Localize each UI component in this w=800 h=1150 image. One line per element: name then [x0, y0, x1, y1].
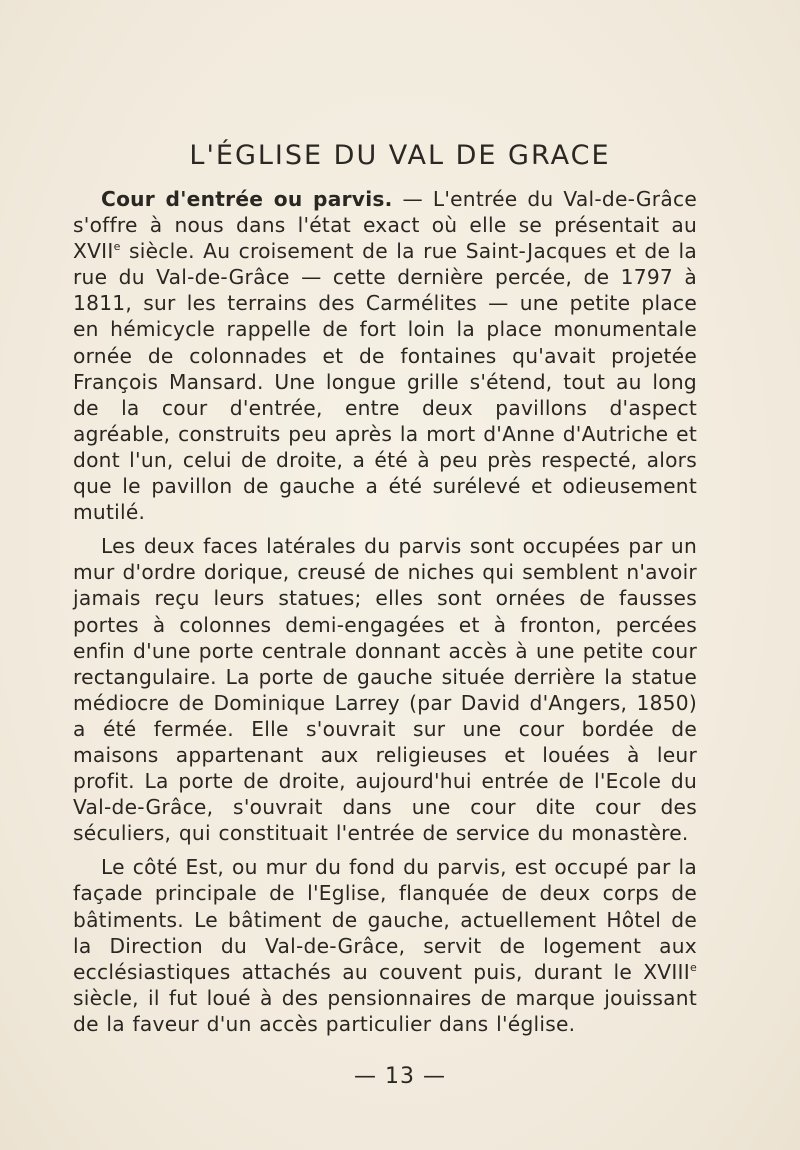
paragraph-3-text-a: Le côté Est, ou mur du fond du parvis, est occupé par la façade principale de l'Eglise, flanquée de deux corps de bâtiments. Le bâtiment de gauche, actuellement Hôtel de la Direction du Val-de-Grâce, servit de logement aux ecclésiastiques attachés au couvent puis, durant le XVIII — [73, 855, 697, 984]
paragraph-1-text-a: — L'entrée du Val-de-Grâce s'offre à nous dans l'état exact où elle se présentait au XVII — [73, 187, 697, 264]
page-number: — 13 — — [354, 1064, 446, 1089]
page-title: L'ÉGLISE DU VAL DE GRACE — [189, 140, 611, 171]
paragraph-2: Les deux faces latérales du parvis sont occupées par un mur d'ordre dorique, creusé de niches qui semblent n'avoir jamais reçu leurs statues; elles sont ornées de fausses portes à colonnes demi-engagées et à fronton, percées enfin d'une porte centrale donnant accès à une petite cour rectangulaire. La porte de gauche située derrière la statue médiocre de Dominique Larrey (par David d'Angers, 1850) a été fermée. Elle s'ouvrait sur une cour bordée de maisons appartenant aux religieuses et louées à leur profit. La porte de droite, aujourd'hui entrée de l'Ecole du Val-de-Grâce, s'ouvrait dans une cour dite cour des séculiers, qui constituait l'entrée de service du monastère. — [73, 534, 697, 846]
body-text — [73, 186, 697, 1037]
paragraph-3 — [73, 854, 697, 1037]
superscript-e: e — [689, 960, 697, 974]
paragraph-1-text-b: siècle. Au croisement de la rue Saint-Jacques et de la rue du Val-de-Grâce — cette dernière percée, de 1797 à 1811, sur les terrains des Carmélites — une petite place en hémicycle rappelle de fort loin la place monumentale ornée de colonnades et de fontaines qu'avait projetée François Mansard. Une longue grille s'étend, tout au long de la cour d'entrée, entre deux pavillons d'aspect agréable, construits peu après la mort d'Anne d'Autriche et dont l'un, celui de droite, a été à peu près respecté, alors que le pavillon de gauche a été surélevé et odieusement mutilé. — [73, 239, 697, 525]
paragraph-3-text-b: siècle, il fut loué à des pensionnaires de marque jouissant de la faveur d'un accès particulier dans l'église. — [73, 985, 697, 1036]
superscript-e: e — [113, 240, 121, 254]
section-heading: Cour d'entrée ou parvis. — [101, 187, 393, 211]
paragraph-1 — [73, 186, 697, 525]
